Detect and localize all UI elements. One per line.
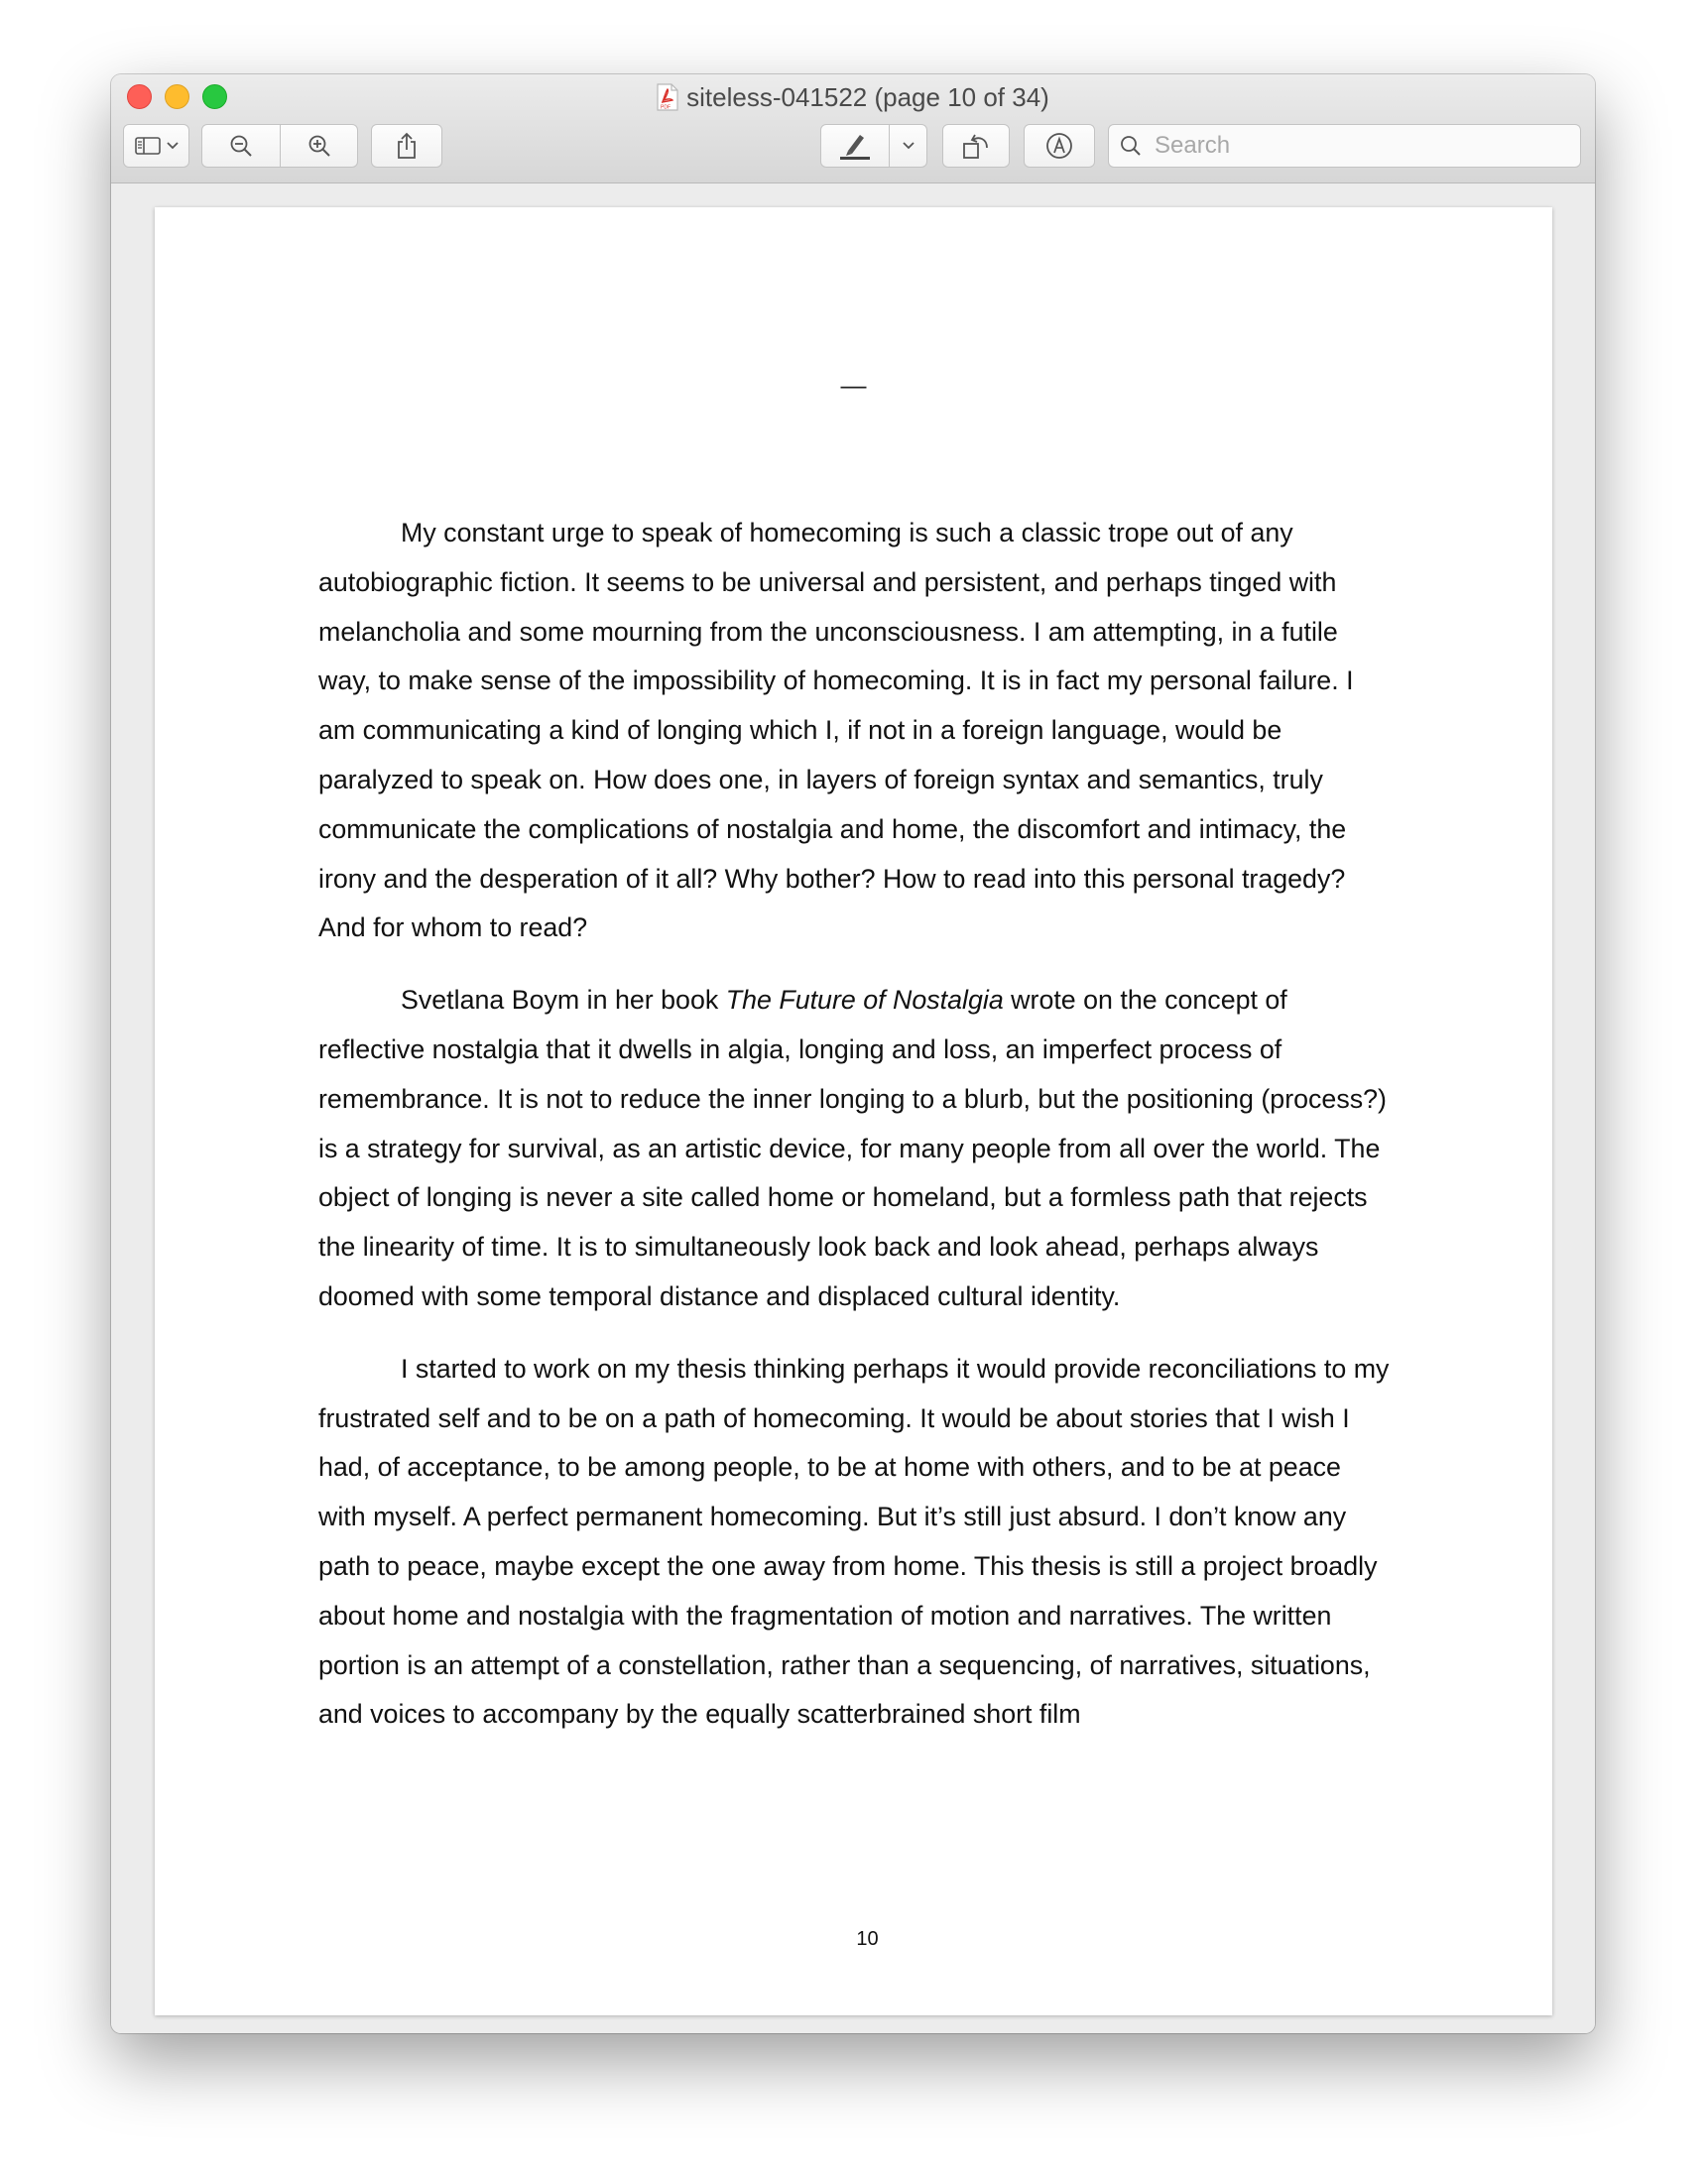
- page-number: 10: [856, 1928, 879, 1950]
- chevron-down-icon: [167, 142, 179, 150]
- book-title: The Future of Nostalgia: [725, 985, 1004, 1016]
- search-icon: [1119, 134, 1143, 163]
- window-title-text: siteless-041522 (page 10 of 34): [686, 82, 1049, 112]
- paragraph: My constant urge to speak of homecoming is such a classic trope out of any autobiographic fiction. It seems to be universal and persistent, and perhaps tinged with melancholia and some mourning from the unconsciousness. I am attempting, in a futile way, to make sense of the impossibility of homecoming. It is in fact my personal failure. I am communicating a kind of longing which I, if not in a foreign language, would be paralyzed to speak on. How does one, in layers of foreign syntax and semantics, truly communicate the complications of nostalgia and home, the discomfort and intimacy, the irony and the desperation of it all? Why bother? How to read into this personal tragedy? And for whom to read?: [318, 518, 1354, 943]
- paragraph: I started to work on my thesis thinking perhaps it would provide reconciliations to my frustrated self and to be on a path of homecoming. It would be about stories that I wish I had, of acceptance, to be among people, to be at home with others, and to be at peace with myself. A perfect permanent homecoming. But it’s still just absurd. I don’t know any path to peace, maybe except the one away from home. This thesis is still a project broadly about home and nostalgia with the fragmentation of motion and narratives. The written portion is an attempt of a constellation, rather than a sequencing, of narratives, situations, and voices to accompany by the equally scatterbrained short film: [318, 1353, 1390, 1730]
- rotate-icon: [961, 132, 991, 160]
- highlighter-icon: [838, 131, 872, 161]
- sidebar-toggle-button[interactable]: [123, 124, 189, 168]
- zoom-in-icon: [307, 134, 331, 158]
- rotate-button[interactable]: [942, 124, 1010, 168]
- title-bar[interactable]: [111, 74, 1595, 183]
- pdf-file-icon: [657, 83, 678, 119]
- search-field[interactable]: [1108, 124, 1581, 168]
- zoom-in-button[interactable]: [281, 125, 358, 167]
- share-button[interactable]: [371, 124, 442, 168]
- zoom-segmented-control: [201, 124, 358, 168]
- markup-button[interactable]: [1024, 124, 1095, 168]
- zoom-out-button[interactable]: [202, 125, 280, 167]
- share-icon: [396, 132, 418, 160]
- section-separator: —: [840, 370, 867, 400]
- markup-icon: [1045, 132, 1073, 160]
- chevron-down-icon: [903, 142, 915, 150]
- sidebar-icon: [135, 136, 161, 156]
- window-title: [111, 80, 1595, 119]
- zoom-out-icon: [229, 134, 253, 158]
- highlight-options-button[interactable]: [890, 125, 927, 167]
- document-viewport[interactable]: [111, 183, 1595, 2033]
- svg-text:PDF: PDF: [661, 104, 671, 111]
- highlight-button[interactable]: [821, 125, 889, 167]
- body-text: [318, 509, 1390, 1762]
- highlight-segmented-control: [820, 124, 927, 168]
- paragraph: Svetlana Boym in her book The Future of Nostalgia wrote on the concept of reflective nostalgia that it dwells in algia, longing and loss, an imperfect process of remembrance. It is not to reduce the inner longing to a blurb, but the positioning (process?) is a strategy for survival, as an artistic device, for many people from all over the world. The object of longing is never a site called home or homeland, but a formless path that rejects the linearity of time. It is to simultaneously look back and look ahead, perhaps always doomed with some temporal distance and displaced cultural identity.: [318, 985, 1387, 1311]
- search-input[interactable]: [1155, 129, 1571, 163]
- pdf-page: [155, 207, 1552, 2015]
- preview-window: [111, 74, 1595, 2033]
